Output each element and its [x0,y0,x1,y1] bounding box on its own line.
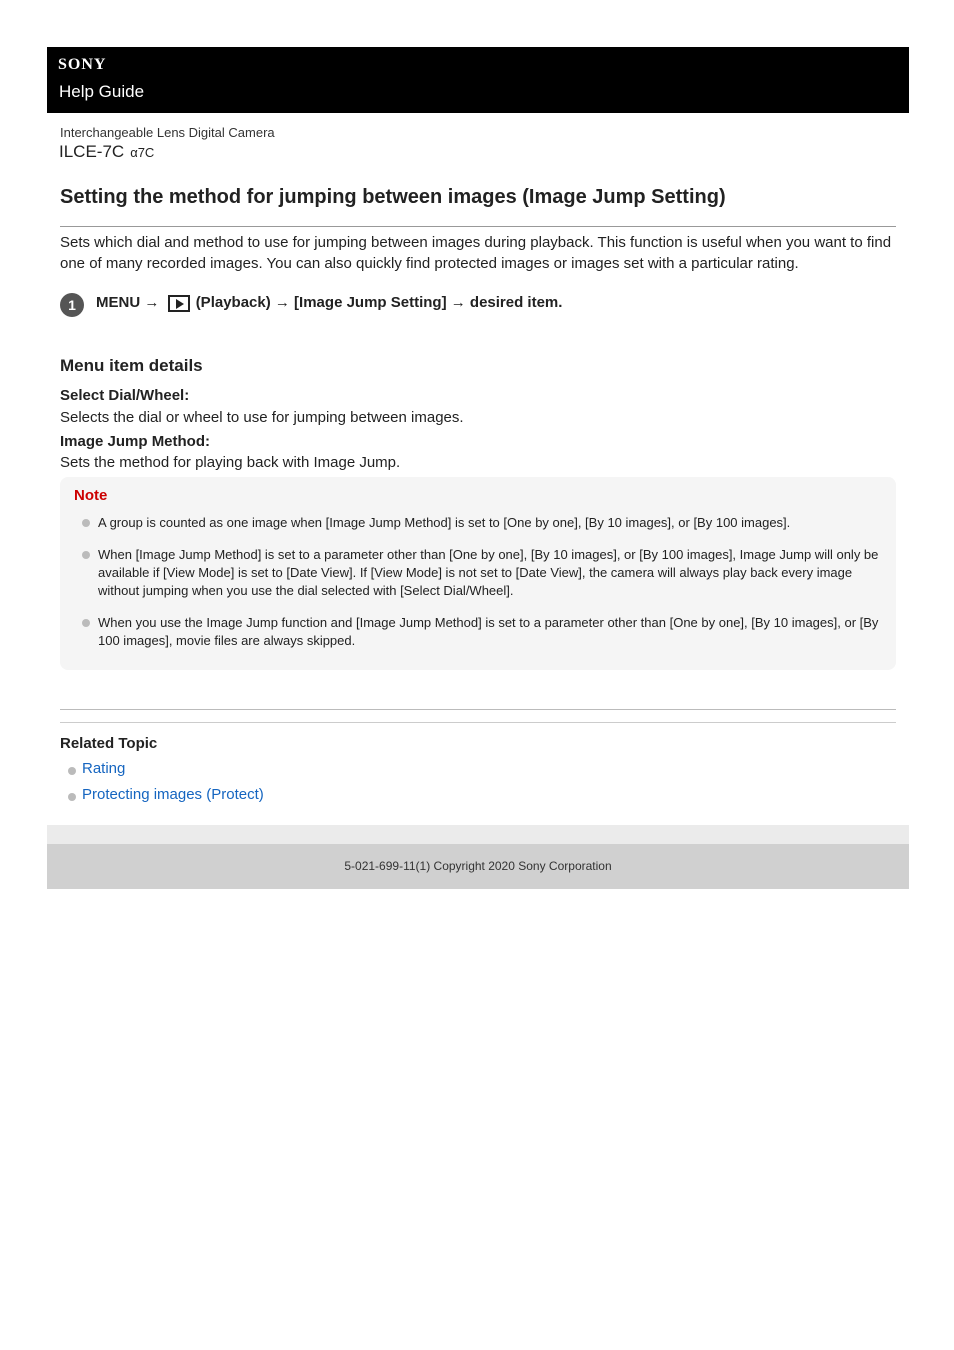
playback-icon [168,295,190,312]
note-item [98,514,882,532]
item-desc-jump-method: Sets the method for playing back with Image Jump. [60,454,401,471]
sony-logo: SONY [58,56,107,73]
step-path-label: (Playback) → [Image Jump Setting] → desired item. [195,294,563,311]
related-link-rating[interactable]: Rating [82,760,126,777]
intro-paragraph: Sets which dial and method to use for jumping between images during playback. This function is useful when you want to find one of many recorded images. You can also quickly find protected images or images set with a particular rating. [60,234,892,272]
model-name [59,142,154,162]
step-instruction [96,294,562,312]
note-title: Note [74,487,108,504]
bullet-icon [82,551,90,559]
related-link-protect[interactable]: Protecting images (Protect) [82,786,264,803]
copyright-text: 5-021-699-11(1) Copyright 2020 Sony Corporation [344,859,612,873]
footer-band [47,825,909,844]
step-1 [60,292,896,318]
item-term-jump-method: Image Jump Method: [60,433,211,450]
menu-details-title: Menu item details [60,356,203,375]
bullet-icon [82,619,90,627]
note-item-text: When you use the Image Jump function and [Image Jump Method] is set to a parameter other than [One by one], [By 10 images], or [By 100 images], movie files are always skipped. [98,615,879,648]
step-number-badge: 1 [60,293,84,317]
related-divider-bottom [60,722,896,723]
note-item [98,614,882,650]
footer [47,844,909,889]
note-item-text: When [Image Jump Method] is set to a parameter other than [One by one], [By 10 images], or [By 100 images], Image Jump will only be available if [View Mode] is set to [Date View]. If [View Mode] is not set to [Date View], the camera will always play back every image without jumping when you use the dial selected with [Select Dial/Wheel]. [98,547,879,598]
page-header [47,47,909,113]
title-divider [60,226,896,227]
note-item [98,546,882,600]
related-divider-top [60,709,896,710]
help-guide-title: Help Guide [59,82,145,101]
item-desc-select-dial: Selects the dial or wheel to use for jumping between images. [60,409,464,426]
note-box [60,477,896,670]
model-alpha: α7C [130,145,155,160]
item-term-select-dial: Select Dial/Wheel: [60,387,190,404]
bullet-icon [82,519,90,527]
related-topic-title: Related Topic [60,735,158,752]
product-line: Interchangeable Lens Digital Camera [60,125,275,140]
bullet-icon [68,793,76,801]
note-item-text: A group is counted as one image when [Image Jump Method] is set to [One by one], [By 10 images], or [By 100 images]. [98,515,791,530]
bullet-icon [68,767,76,775]
model-code: ILCE-7C [59,142,125,161]
page-title: Setting the method for jumping between images (Image Jump Setting) [60,186,726,208]
step-menu-label: MENU → [96,294,160,311]
